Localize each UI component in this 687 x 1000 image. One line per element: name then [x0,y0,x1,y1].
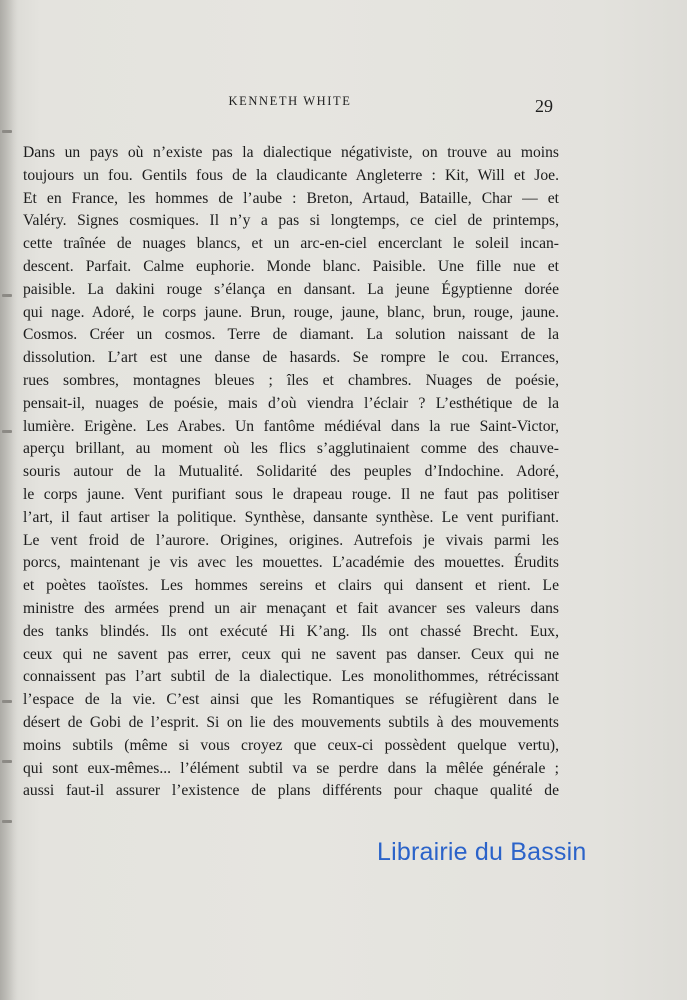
text-line: aussi faut-il assurer l’existence de plans différents pour chaque qualité de [23,782,559,800]
text-line: Dans un pays où n’existe pas la dialectique négativiste, on trouve au moins [23,144,559,161]
text-line: rues sombres, montagnes bleues ; îles et chambres. Nuages de poésie, [23,371,559,389]
text-line: descent. Parfait. Calme euphorie. Monde blanc. Paisible. Une fille nue et [23,257,559,275]
text-line: lumière. Erigène. Les Arabes. Un fantôme médiéval dans la rue Saint-Victor, [23,417,559,435]
body-text [23,142,559,803]
text-line: ministre des armées prend un air menaçant et fait avancer ses valeurs dans [23,599,559,617]
text-line: toujours un fou. Gentils fous de la claudicante Angleterre : Kit, Will et Joe. [23,166,559,184]
text-line: qui sont eux-mêmes... l’élément subtil va se perdre dans la mêlée générale ; [23,759,559,777]
page-edge-mark [2,700,12,703]
text-line: porcs, maintenant je vis avec les mouettes. L’académie des mouettes. Érudits [23,554,559,572]
text-line: souris autour de la Mutualité. Solidarité des peuples d’Indochine. Adoré, [23,463,559,481]
text-line: connaissent pas l’art subtil de la dialectique. Les monolithommes, rétrécissant [23,668,559,686]
text-line: Le vent froid de l’aurore. Origines, origines. Autrefois je vivais parmi les [23,531,559,549]
binding-shadow [0,0,18,1000]
text-line: des tanks blindés. Ils ont exécuté Hi K’ang. Ils ont chassé Brecht. Eux, [23,622,559,640]
text-line: moins subtils (même si vous croyez que ceux-ci possèdent quelque vertu), [23,736,559,754]
text-line: le corps jaune. Vent purifiant sous le drapeau rouge. Il ne faut pas politiser [23,485,559,503]
text-line: désert de Gobi de l’esprit. Si on lie des mouvements subtils à des mouvements [23,713,559,731]
text-line: Et en France, les hommes de l’aube : Breton, Artaud, Bataille, Char — et [23,189,559,207]
text-line: Valéry. Signes cosmiques. Il n’y a pas si longtemps, ce ciel de printemps, [23,212,559,230]
page-number: 29 [535,96,553,116]
running-head: KENNETH WHITE [228,94,352,108]
text-line: Cosmos. Créer un cosmos. Terre de diamant. La solution naissant de la [23,326,559,344]
page-edge-mark [2,130,12,133]
text-line: cette traînée de nuages blancs, et un arc-en-ciel encerclant le soleil incan- [23,235,559,253]
text-line: aperçu brillant, au moment où les flics s’agglutinaient comme des chauve- [23,440,559,458]
page-edge-mark [2,294,12,297]
text-line: ceux qui ne savent pas errer, ceux qui ne savent pas danser. Ceux qui ne [23,645,559,663]
watermark: Librairie du Bassin [377,838,587,866]
text-line: qui nage. Adoré, le corps jaune. Brun, rouge, jaune, blanc, brun, rouge, jaune. [23,303,559,321]
text-line: dissolution. L’art est une danse de hasards. Se rompre le cou. Errances, [23,349,559,367]
text-line: pensait-il, nuages de poésie, mais d’où viendra l’éclair ? L’esthétique de la [23,394,559,412]
text-line: paisible. La dakini rouge s’élança en dansant. La jeune Égyptienne dorée [23,280,559,298]
page-edge-mark [2,820,12,823]
text-line: et poètes taoïstes. Les hommes sereins et clairs qui dansent et rient. Le [23,577,559,595]
text-line: l’art, il faut artiser la politique. Synthèse, dansante synthèse. Le vent purifiant. [23,508,559,526]
text-line: l’espace de la vie. C’est ainsi que les Romantiques se réfugièrent dans le [23,691,559,709]
page-edge-mark [2,430,12,433]
page-edge-mark [2,760,12,763]
